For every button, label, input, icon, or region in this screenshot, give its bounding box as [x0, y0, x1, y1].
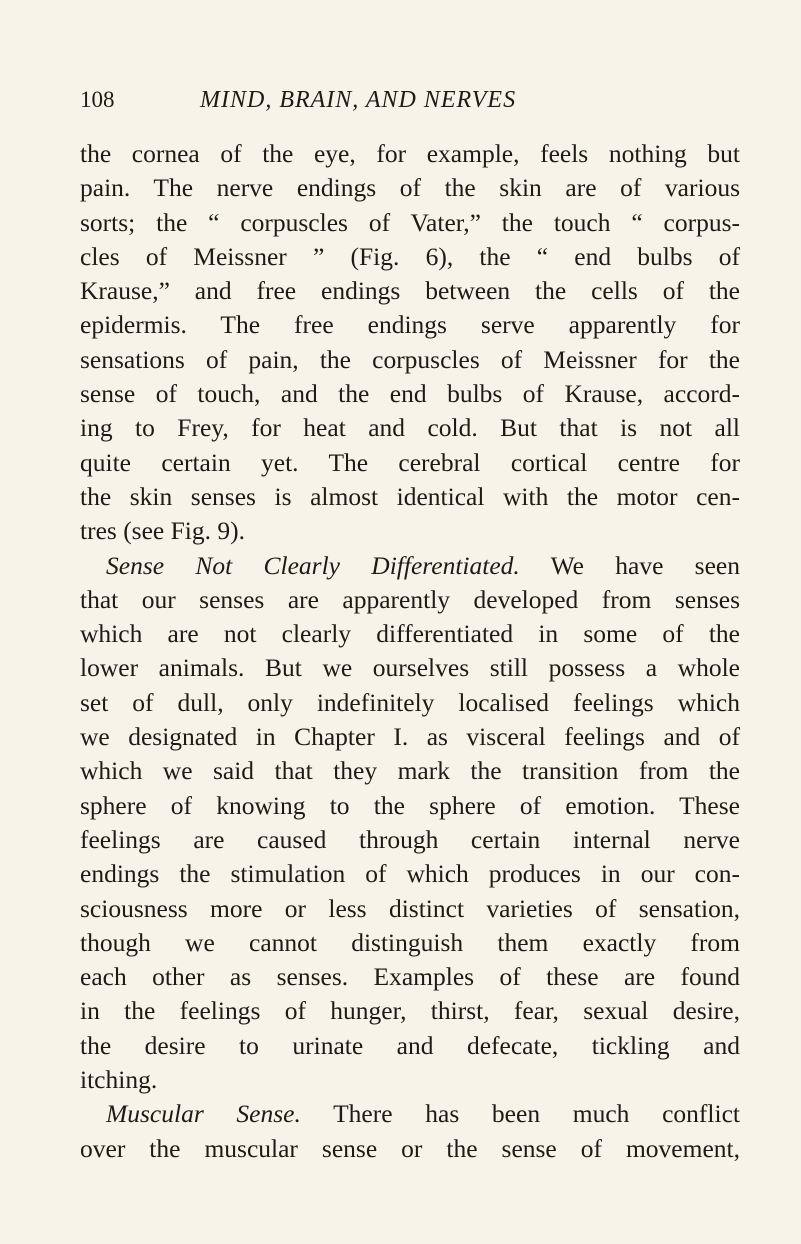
text-line: the desire to urinate and defecate, tickling and [80, 1030, 740, 1060]
page-number: 108 [80, 87, 115, 112]
text-line: quite certain yet. The cerebral cortical centre for [80, 447, 740, 477]
text-line: sciousness more or less distinct varieties of sensation, [80, 893, 740, 923]
text-line: lower animals. But we ourselves still possess a whole [80, 653, 740, 683]
text-line: feelings are caused through certain internal nerve [80, 824, 740, 854]
text-line: cles of Meissner ” (Fig. 6), the “ end bulbs of [80, 241, 740, 271]
text-line: itching. [80, 1065, 158, 1095]
section-heading: Sense Not Clearly Differentiated. [106, 550, 520, 580]
section-heading-continuation: We have seen [550, 550, 740, 580]
section-heading-continuation: There has been much conflict [333, 1099, 740, 1129]
text-line: that our senses are apparently developed from senses [80, 584, 740, 614]
text-line: which we said that they mark the transition from the [80, 756, 740, 786]
text-line: we designated in Chapter I. as visceral feelings and of [80, 722, 740, 752]
text-line: tres (see Fig. 9). [80, 516, 246, 546]
body-text [80, 137, 740, 1166]
section-heading-line [80, 549, 740, 583]
text-line: in the feelings of hunger, thirst, fear, sexual desire, [80, 996, 740, 1026]
text-line: which are not clearly differentiated in some of the [80, 619, 740, 649]
text-line: the skin senses is almost identical with the motor cen- [80, 481, 740, 511]
text-line: Krause,” and free endings between the cells of the [80, 276, 740, 306]
section-heading-line [80, 1097, 740, 1131]
text-line: though we cannot distinguish them exactly from [80, 927, 740, 957]
text-line: sorts; the “ corpuscles of Vater,” the touch “ corpus- [80, 207, 740, 237]
page-header [80, 86, 740, 122]
text-line: sense of touch, and the end bulbs of Krause, accord- [80, 379, 740, 409]
text-line: set of dull, only indefinitely localised feelings which [80, 687, 740, 717]
text-line: over the muscular sense or the sense of movement, [80, 1133, 740, 1163]
text-line: sphere of knowing to the sphere of emotion. These [80, 790, 740, 820]
text-line: each other as senses. Examples of these are found [80, 962, 740, 992]
text-line: the cornea of the eye, for example, feels nothing but [80, 139, 740, 168]
text-line: sensations of pain, the corpuscles of Meissner for the [80, 344, 740, 374]
text-line: ing to Frey, for heat and cold. But that is not all [80, 413, 740, 443]
running-title: MIND, BRAIN, AND NERVES [200, 87, 517, 113]
text-line: endings the stimulation of which produces in our con- [80, 859, 740, 889]
section-heading: Muscular Sense. [106, 1099, 301, 1129]
text-line: epidermis. The free endings serve apparently for [80, 310, 740, 340]
text-line: pain. The nerve endings of the skin are of various [80, 173, 740, 203]
